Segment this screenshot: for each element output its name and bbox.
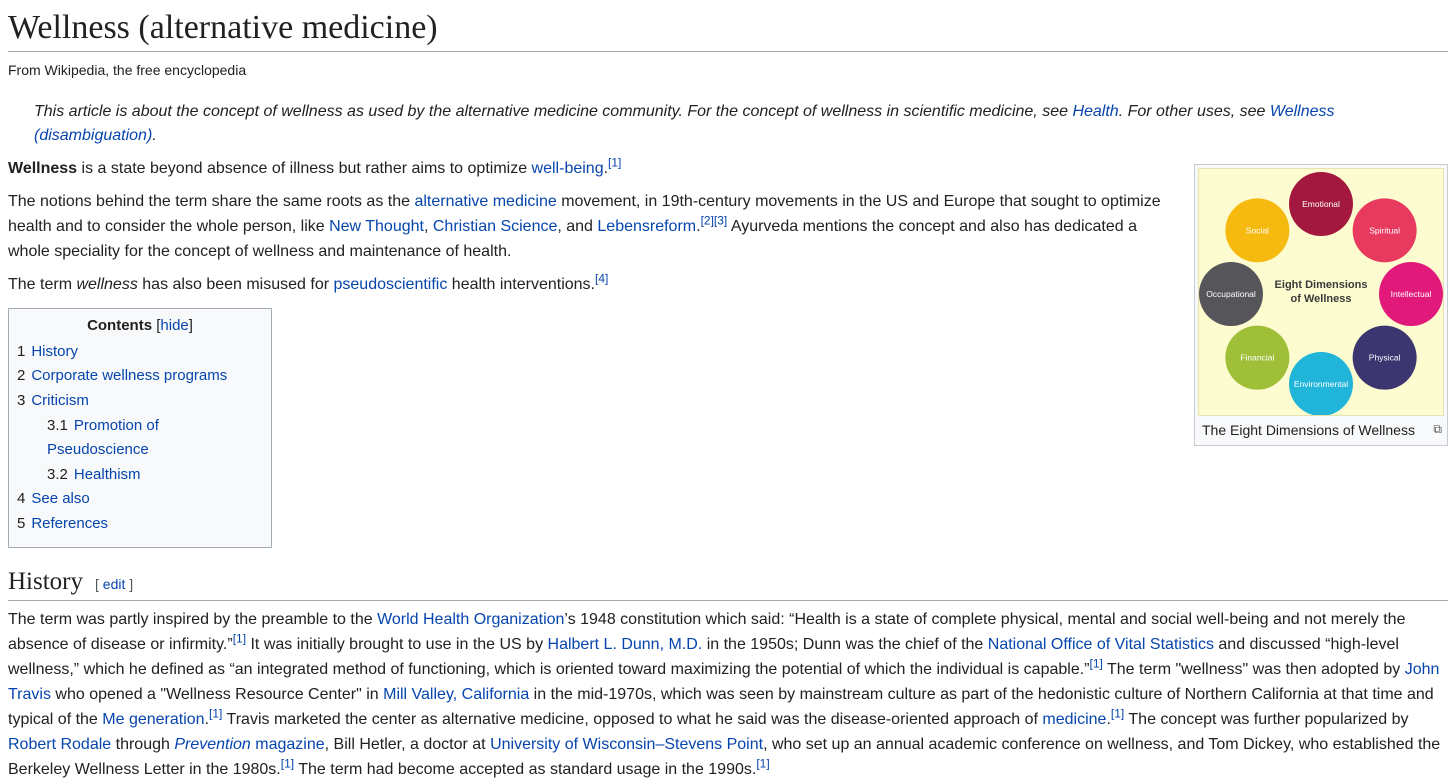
link-uw-stevens-point[interactable]: University of Wisconsin–Stevens Point [490, 736, 764, 754]
link-john-travis[interactable]: John Travis [8, 661, 1440, 704]
text: , and [557, 217, 598, 235]
dimension-label: Physical [1368, 352, 1401, 363]
diagram-center-title: of Wellness [1290, 292, 1352, 305]
text: . [1106, 711, 1111, 729]
text: health interventions. [447, 275, 595, 293]
toc-number: 3 [17, 391, 26, 409]
text: who opened a "Wellness Resource Center" in [50, 686, 384, 704]
text: has also been misused for [137, 275, 334, 293]
toc-link[interactable]: Criticism [31, 391, 89, 409]
toc-hide-toggle[interactable]: hide [160, 316, 189, 334]
text: Ayurveda mentions the concept and also has dedicated a whole speciality for the concept of wellness and maintenance of health. [8, 217, 1138, 260]
text: The notions behind the term share the same roots as the [8, 192, 415, 210]
toc-item-references[interactable] [17, 512, 263, 537]
dimension-label: Financial [1240, 352, 1275, 363]
wellness-wheel-diagram [1199, 169, 1443, 415]
dimension-label: Occupational [1206, 288, 1256, 299]
bold-term: Wellness [8, 159, 78, 177]
bracket: ] [129, 575, 134, 592]
text: . [204, 711, 210, 729]
link-well-being[interactable]: well-being [531, 159, 604, 177]
text: , [423, 217, 433, 235]
toc-number: 3.1 [47, 416, 68, 434]
link-national-office-vital-statistics[interactable]: National Office of Vital Statistics [987, 636, 1214, 654]
citation-link[interactable]: [1] [280, 756, 295, 771]
link-new-thought[interactable]: New Thought [329, 217, 424, 235]
toc-list [17, 340, 263, 537]
lead-section [8, 156, 1448, 548]
wellness-diagram-image[interactable] [1198, 168, 1444, 416]
intro-paragraph-3 [8, 272, 1178, 297]
text: in the mid-1970s, which was seen by mainstream culture as part of the hedonistic culture of Northern California at that time and typical of the [8, 686, 1434, 729]
citation-link[interactable]: [1] [1089, 656, 1103, 671]
hatnote-text: This article is about the concept of wellness as used by the alternative medicine community. For the concept of wellness in scientific medicine, see [34, 102, 1073, 120]
text: The term was partly inspired by the preamble to the [8, 611, 378, 629]
toc-link[interactable]: History [31, 342, 79, 360]
citation-link[interactable]: [1] [608, 155, 622, 170]
table-of-contents [8, 308, 272, 548]
text: . [696, 217, 701, 235]
bracket: ] [188, 316, 193, 334]
figure-thumbnail [1194, 164, 1448, 446]
text: and discussed “high-level wellness,” which he defined as “an integrated method of functioning, which is oriented toward maximizing the potential of which the individual is capable.” [8, 636, 1399, 679]
toc-number: 2 [17, 367, 26, 385]
edit-link[interactable]: edit [102, 575, 126, 592]
toc-link[interactable]: See also [31, 490, 90, 508]
toc-link[interactable]: Promotion of Pseudoscience [47, 416, 159, 459]
tagline: From Wikipedia, the free encyclopedia [8, 61, 247, 78]
enlarge-icon[interactable]: ⧉ [1433, 422, 1442, 437]
text: It was initially brought to use in the US by [246, 636, 548, 654]
toc-item-promotion-pseudoscience[interactable] [17, 414, 263, 463]
link-mill-valley[interactable]: Mill Valley, California [383, 686, 530, 704]
link-health[interactable]: Health [1072, 102, 1119, 120]
toc-item-history[interactable] [17, 340, 263, 365]
dimension-label: Social [1245, 225, 1269, 236]
text: , Bill Hetler, a doctor at [324, 736, 491, 754]
text: magazine [250, 736, 325, 754]
text: through [111, 736, 175, 754]
text: ’s 1948 constitution which said: “Health is a state of complete physical, mental and social well-being and not merely the absence of disease or infirmity.” [8, 611, 1406, 654]
history-paragraph [8, 607, 1448, 782]
dimension-label: Intellectual [1390, 288, 1432, 299]
diagram-center-title: Eight Dimensions [1274, 278, 1368, 291]
citation-link[interactable]: [3] [713, 213, 728, 228]
text: The term "wellness" was then adopted by [1102, 661, 1405, 679]
link-me-generation[interactable]: Me generation [102, 711, 205, 729]
text: in the 1950s; Dunn was the chief of the [702, 636, 988, 654]
link-medicine[interactable]: medicine [1042, 711, 1107, 729]
link-robert-rodale[interactable]: Robert Rodale [8, 736, 112, 754]
intro-paragraph-2 [8, 189, 1178, 264]
figure-caption [1198, 416, 1444, 442]
citation-link[interactable]: [1] [209, 706, 223, 721]
toc-number: 3.2 [47, 465, 68, 483]
text: . [603, 159, 609, 177]
text: Travis marketed the center as alternative medicine, opposed to what he said was the disease-oriented approach of [222, 711, 1043, 729]
toc-link[interactable]: Healthism [73, 465, 141, 483]
toc-item-see-also[interactable] [17, 487, 263, 512]
citation-link[interactable]: [4] [595, 271, 609, 286]
hatnote-text: . For other uses, see [1118, 102, 1270, 120]
caption-text: The Eight Dimensions of Wellness [1202, 421, 1415, 438]
dimension-label: Spiritual [1369, 225, 1400, 236]
toc-link[interactable]: References [31, 514, 109, 532]
toc-number: 1 [17, 342, 26, 360]
toc-number: 5 [17, 514, 26, 532]
toc-number: 4 [17, 490, 26, 508]
bracket: [ [95, 575, 99, 592]
link-halbert-dunn[interactable]: Halbert L. Dunn, M.D. [547, 636, 703, 654]
toc-title [17, 317, 263, 334]
italic-term: wellness [76, 275, 138, 293]
bracket: [ [156, 316, 161, 334]
hatnote [34, 100, 1448, 148]
article [8, 8, 1448, 782]
text: The term had become accepted as standard usage in the 1990s. [294, 761, 757, 779]
history-section [8, 607, 1448, 782]
text: movement, in 19th-century movements in the US and Europe that sought to optimize health and to consider the whole person, like [8, 192, 1161, 235]
citation-link[interactable]: [1] [1110, 706, 1125, 721]
section-heading-history [8, 566, 1448, 602]
link-pseudoscientific[interactable]: pseudoscientific [333, 275, 448, 293]
text: The term [8, 275, 77, 293]
link-christian-science[interactable]: Christian Science [432, 217, 558, 235]
dimension-label: Emotional [1302, 198, 1340, 209]
link-who[interactable]: World Health Organization [377, 611, 565, 629]
text: , who set up an annual academic conference on wellness, and Tom Dickey, who established the Berkeley Wellness Letter in the 1980s. [8, 736, 1441, 779]
link-wellness-disambiguation[interactable]: Wellness (disambiguation) [34, 102, 1335, 144]
link-alternative-medicine[interactable]: alternative medicine [414, 192, 557, 210]
intro-paragraph-1 [8, 156, 1178, 181]
toc-item-healthism[interactable] [17, 463, 263, 488]
page-title: Wellness (alternative medicine) [8, 8, 1448, 52]
citation-link[interactable]: [1] [756, 756, 770, 771]
toc-item-corporate-wellness[interactable] [17, 364, 263, 389]
citation-link[interactable]: [1] [232, 631, 247, 646]
toc-item-criticism[interactable] [17, 389, 263, 414]
toc-heading: Contents [87, 316, 153, 334]
hatnote-text: . [152, 126, 157, 144]
italic-title: Prevention [174, 736, 251, 754]
citation-link[interactable]: [2] [700, 213, 714, 228]
text: is a state beyond absence of illness but rather aims to optimize [77, 159, 532, 177]
link-lebensreform[interactable]: Lebensreform [597, 217, 697, 235]
edit-section [95, 576, 133, 592]
link-prevention-magazine[interactable] [174, 736, 324, 753]
section-title: History [8, 567, 83, 595]
dimension-label: Environmental [1293, 378, 1349, 389]
toc-link[interactable]: Corporate wellness programs [31, 367, 228, 385]
text: The concept was further popularized by [1124, 711, 1409, 729]
